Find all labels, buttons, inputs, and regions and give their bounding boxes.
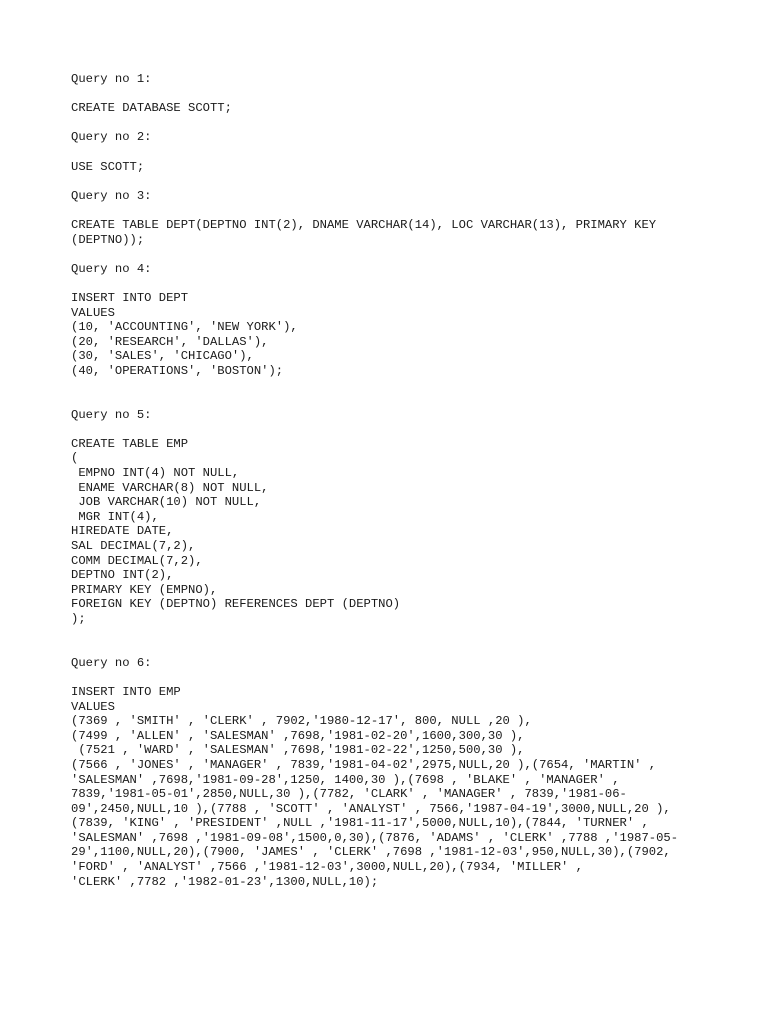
blank-line [71, 116, 711, 131]
code-line: CREATE TABLE EMP [71, 436, 189, 451]
code-line: 'FORD' , 'ANALYST' ,7566 ,'1981-12-03',3000,NULL,20),(7934, 'MILLER' , [71, 860, 583, 875]
query-heading: Query no 4: [71, 261, 152, 276]
code-line: (7566 , 'JONES' , 'MANAGER' , 7839,'1981-04-02',2975,NULL,20 ),(7654, 'MARTIN' , [71, 757, 657, 772]
code-line: FOREIGN KEY (DEPTNO) REFERENCES DEPT (DEPTNO) [71, 597, 401, 612]
code-line: ( [71, 451, 79, 466]
blank-line [71, 422, 711, 437]
code-line: CREATE DATABASE SCOTT; [71, 101, 232, 116]
code-line: MGR INT(4), [71, 509, 159, 524]
blank-line [71, 670, 711, 685]
code-line: 29',1100,NULL,20),(7900, 'JAMES' , 'CLERK' ,7698 ,'1981-12-03',950,NULL,30),(7902, [71, 845, 671, 860]
code-line: (20, 'RESEARCH', 'DALLAS'), [71, 334, 269, 349]
code-line: VALUES [71, 305, 115, 320]
code-line: (7521 , 'WARD' , 'SALESMAN' ,7698,'1981-02-22',1250,500,30 ), [71, 743, 525, 758]
code-line: 7839,'1981-05-01',2850,NULL,30 ),(7782, 'CLARK' , 'MANAGER' , 7839,'1981-06- [71, 787, 627, 802]
code-line: EMPNO INT(4) NOT NULL, [71, 466, 240, 481]
code-line: PRIMARY KEY (EMPNO), [71, 582, 218, 597]
blank-line [71, 641, 711, 656]
code-line: JOB VARCHAR(10) NOT NULL, [71, 495, 262, 510]
blank-line [71, 627, 711, 642]
query-heading: Query no 1: [71, 72, 152, 86]
code-line: ENAME VARCHAR(8) NOT NULL, [71, 480, 269, 495]
code-line: INSERT INTO EMP [71, 684, 181, 699]
code-line: (7369 , 'SMITH' , 'CLERK' , 7902,'1980-12-17', 800, NULL ,20 ), [71, 714, 532, 729]
blank-line [71, 145, 711, 160]
code-line: HIREDATE DATE, [71, 524, 174, 539]
blank-line [71, 87, 711, 102]
blank-line [71, 393, 711, 408]
code-line: (7839, 'KING' , 'PRESIDENT' ,NULL ,'1981-11-17',5000,NULL,10),(7844, 'TURNER' , [71, 816, 649, 831]
code-line: 'SALESMAN' ,7698,'1981-09-28',1250, 1400,30 ),(7698 , 'BLAKE' , 'MANAGER' , [71, 772, 620, 787]
code-line: (10, 'ACCOUNTING', 'NEW YORK'), [71, 320, 298, 335]
code-line: (40, 'OPERATIONS', 'BOSTON'); [71, 363, 284, 378]
blank-line [71, 174, 711, 189]
code-line: 'CLERK' ,7782 ,'1982-01-23',1300,NULL,10); [71, 874, 379, 889]
code-line: 09',2450,NULL,10 ),(7788 , 'SCOTT' , 'ANALYST' , 7566,'1987-04-19',3000,NULL,20 ), [71, 801, 671, 816]
blank-line [71, 247, 711, 262]
query-heading: Query no 2: [71, 130, 152, 145]
blank-line [71, 203, 711, 218]
code-line: INSERT INTO DEPT [71, 290, 189, 305]
code-line: (30, 'SALES', 'CHICAGO'), [71, 349, 254, 364]
code-line: 'SALESMAN' ,7698 ,'1981-09-08',1500,0,30),(7876, 'ADAMS' , 'CLERK' ,7788 ,'1987-05- [71, 830, 679, 845]
code-line: VALUES [71, 699, 115, 714]
query-heading: Query no 6: [71, 655, 152, 670]
code-line: ); [71, 611, 86, 626]
blank-line [71, 276, 711, 291]
blank-line [71, 378, 711, 393]
code-line: CREATE TABLE DEPT(DEPTNO INT(2), DNAME VARCHAR(14), LOC VARCHAR(13), PRIMARY KEY [71, 217, 657, 232]
code-line: COMM DECIMAL(7,2), [71, 553, 203, 568]
code-line: (DEPTNO)); [71, 232, 145, 247]
code-line: SAL DECIMAL(7,2), [71, 539, 196, 553]
code-line: (7499 , 'ALLEN' , 'SALESMAN' ,7698,'1981-02-20',1600,300,30 ), [71, 728, 525, 743]
code-line: USE SCOTT; [71, 159, 145, 174]
query-heading: Query no 5: [71, 407, 152, 422]
query-heading: Query no 3: [71, 188, 152, 203]
code-line: DEPTNO INT(2), [71, 568, 174, 583]
document-body [71, 72, 711, 889]
